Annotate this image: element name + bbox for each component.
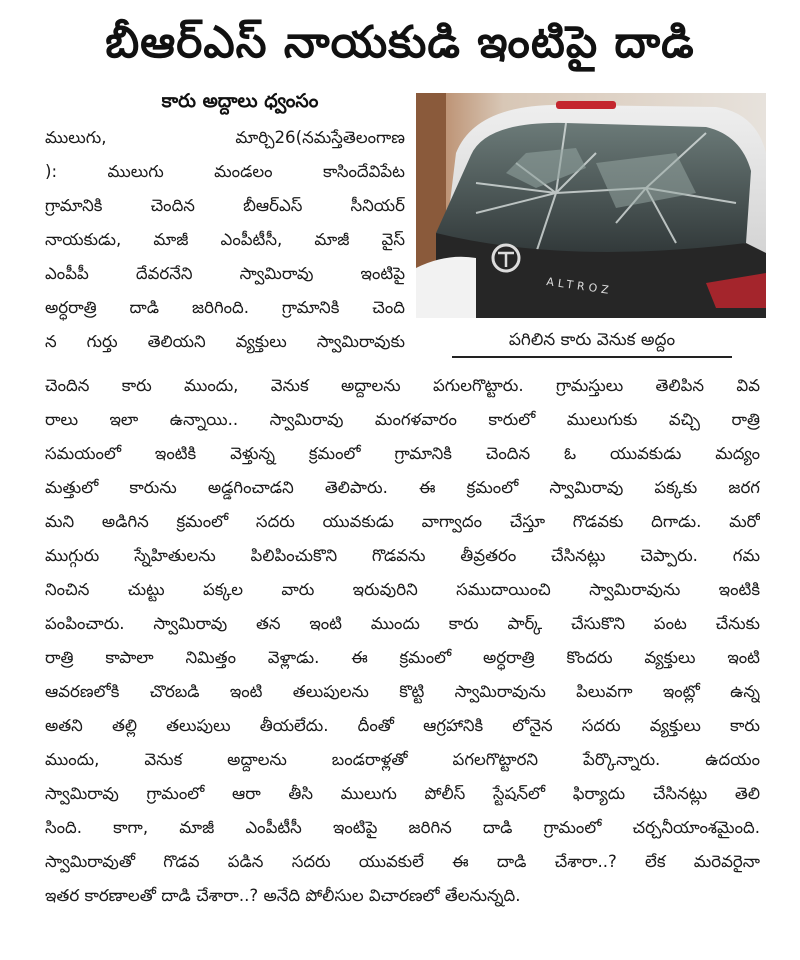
body-line: సింది. కాగా, మాజీ ఎంపీటీసీ ఇంటిపై జరిగిన దాడి గ్రామంలో చర్చనీయాంశమైంది. [45,818,760,837]
body-line: మని అడిగిన క్రమంలో సదరు యువకుడు వాగ్వాదం చేస్తూ గొడవకు దిగాడు. మరో [45,512,760,531]
body-line: నించిన చుట్టు పక్కల వారు ఇరువురిని సముదాయించి స్వామిరావును ఇంటికి [45,580,760,599]
body-line: అర్ధరాత్రి దాడి జరిగింది. గ్రామానికి చెంది [45,298,405,317]
body-line: ముగ్గురు స్నేహితులను పిలిపించుకొని గొడవను తీవ్రతరం చేసినట్లు చెప్పారు. గమ [45,546,760,565]
body-line: ఆవరణలోకి చొరబడి ఇంటి తలుపులను కొట్టి స్వామిరావును పిలువగా ఇంట్లో ఉన్న [45,682,760,701]
body-line: ఇతర కారణాలతో దాడి చేశారా..? అనేది పోలీసుల విచారణలో తేలనున్నది. [45,886,521,905]
body-line: ): ములుగు మండలం కాసిందేవిపేట [45,162,405,181]
body-line: పంపించారు. స్వామిరావు తన ఇంటి ముందు కారు పార్క్ చేసుకొని పంట చేనుకు [45,614,760,633]
body-line: న గుర్తు తెలియని వ్యక్తులు స్వామిరావుకు [45,332,405,351]
body-line: నాయకుడు, మాజీ ఎంపీటీసీ, మాజీ వైస్ [45,230,405,249]
body-line: చెందిన కారు ముందు, వెనుక అద్దాలను పగులగొట్టారు. గ్రామస్తులు తెలిపిన వివ [45,376,760,395]
body-line: అతని తల్లి తలుపులు తీయలేదు. దీంతో ఆగ్రహానికి లోనైన సదరు వ్యక్తులు కారు [45,716,760,735]
body-line: మత్తులో కారును అడ్డగించాడని తెలిపారు. ఈ క్రమంలో స్వామిరావు పక్కకు జరగ [45,478,760,497]
body-line: ఎంపీపీ దేవరనేని స్వామిరావు ఇంటిపై [45,264,405,283]
article-headline: బీఆర్ఎస్ నాయకుడి ఇంటిపై దాడి [105,17,695,68]
body-line: ముందు, వెనుక అద్దాలను బండరాళ్లతో పగలగొట్టారని పేర్కొన్నారు. ఉదయం [45,750,760,769]
body-line: గ్రామానికి చెందిన బీఆర్ఎస్ సీనియర్ [45,196,405,215]
body-line: రాత్రి కాపాలా నిమిత్తం వెళ్లాడు. ఈ క్రమంలో అర్ధరాత్రి కొందరు వ్యక్తులు ఇంటి [45,648,760,667]
article-subheadline: కారు అద్దాలు ధ్వంసం [161,90,319,112]
broken-car-rear-glass-photo [416,93,766,318]
body-line: రాలు ఇలా ఉన్నాయి.. స్వామిరావు మంగళవారం కారులో ములుగుకు వచ్చి రాత్రి [45,410,760,429]
body-line: సమయంలో ఇంటికి వెళ్తున్న క్రమంలో గ్రామానికి చెందిన ఓ యువకుడు మద్యం [45,444,760,463]
car-model-badge: ALTROZ [545,275,614,298]
photo-caption: పగిలిన కారు వెనుక అద్దం [452,326,732,358]
body-line: స్వామిరావుతో గొడవ పడిన సదరు యువకులే ఈ దాడి చేశారా..? లేక మరెవరైనా [45,852,760,871]
body-line: ములుగు, మార్చి26(నమస్తేతెలంగాణ [45,128,405,147]
body-line: స్వామిరావు గ్రామంలో ఆరా తీసి ములుగు పోలీస్ స్టేషన్‌లో ఫిర్యాదు చేసినట్లు తెలి [45,784,760,803]
